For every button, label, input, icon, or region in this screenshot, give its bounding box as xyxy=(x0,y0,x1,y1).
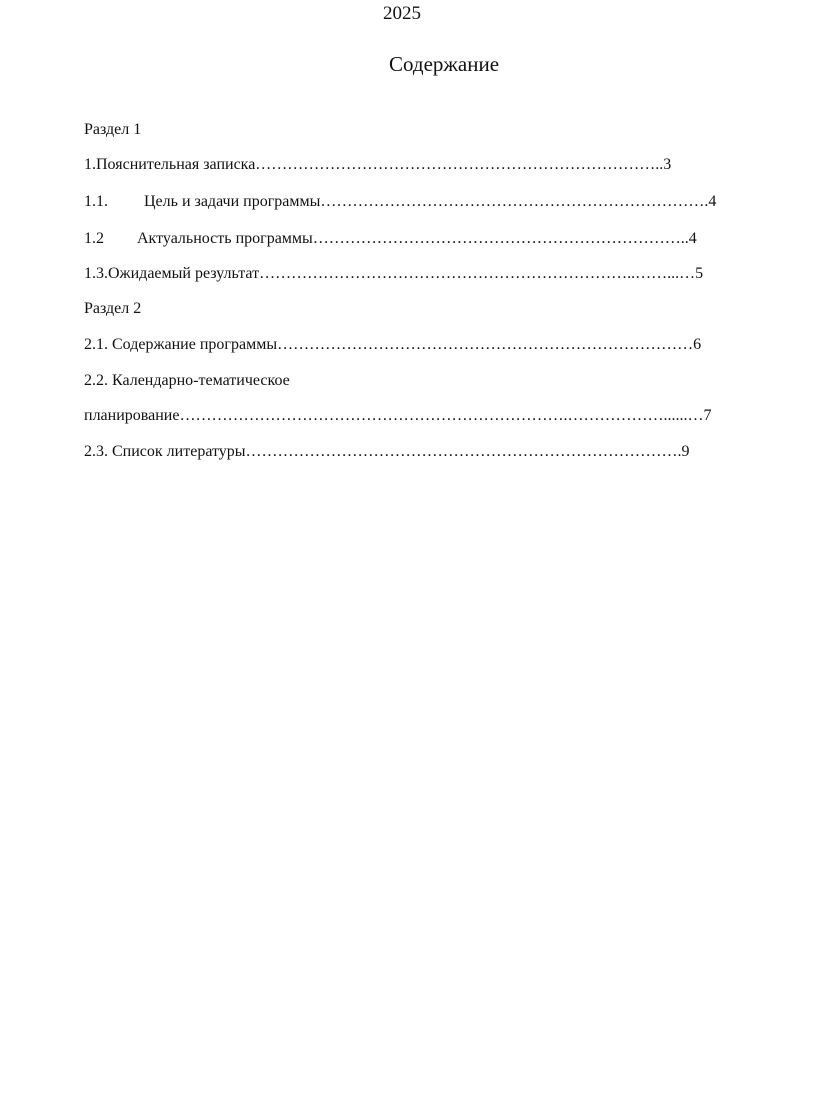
toc-entry: 1.3.Ожидаемый результат……………………………………………………………..……...…5 xyxy=(84,265,704,282)
toc-entry-text: Актуальность программы……………………………………………………………..4 xyxy=(137,230,697,247)
toc-entry xyxy=(84,192,716,212)
toc-entry xyxy=(84,229,697,249)
toc-entry-number: 1.2 xyxy=(84,230,104,247)
section-heading-1: Раздел 1 xyxy=(84,121,142,138)
toc-entry-text: Цель и задачи программы……………………………………………………………….4 xyxy=(144,193,717,210)
toc-entry-number: 1.1. xyxy=(84,193,108,210)
toc-entry: планирование……………………………………………………………….………………......…7 xyxy=(84,407,712,424)
toc-entry: 1.Пояснительная записка…………………………………………………………………..3 xyxy=(84,156,672,173)
toc-entry: 2.3. Список литературы……………………………………………………………………….9 xyxy=(84,443,690,460)
toc-entry: 2.2. Календарно-тематическое xyxy=(84,372,290,389)
page-title: Содержание xyxy=(389,52,500,76)
year-heading: 2025 xyxy=(383,3,421,24)
toc-entry: 2.1. Содержание программы……………………………………………………………………6 xyxy=(84,336,702,353)
section-heading-2: Раздел 2 xyxy=(84,300,142,317)
